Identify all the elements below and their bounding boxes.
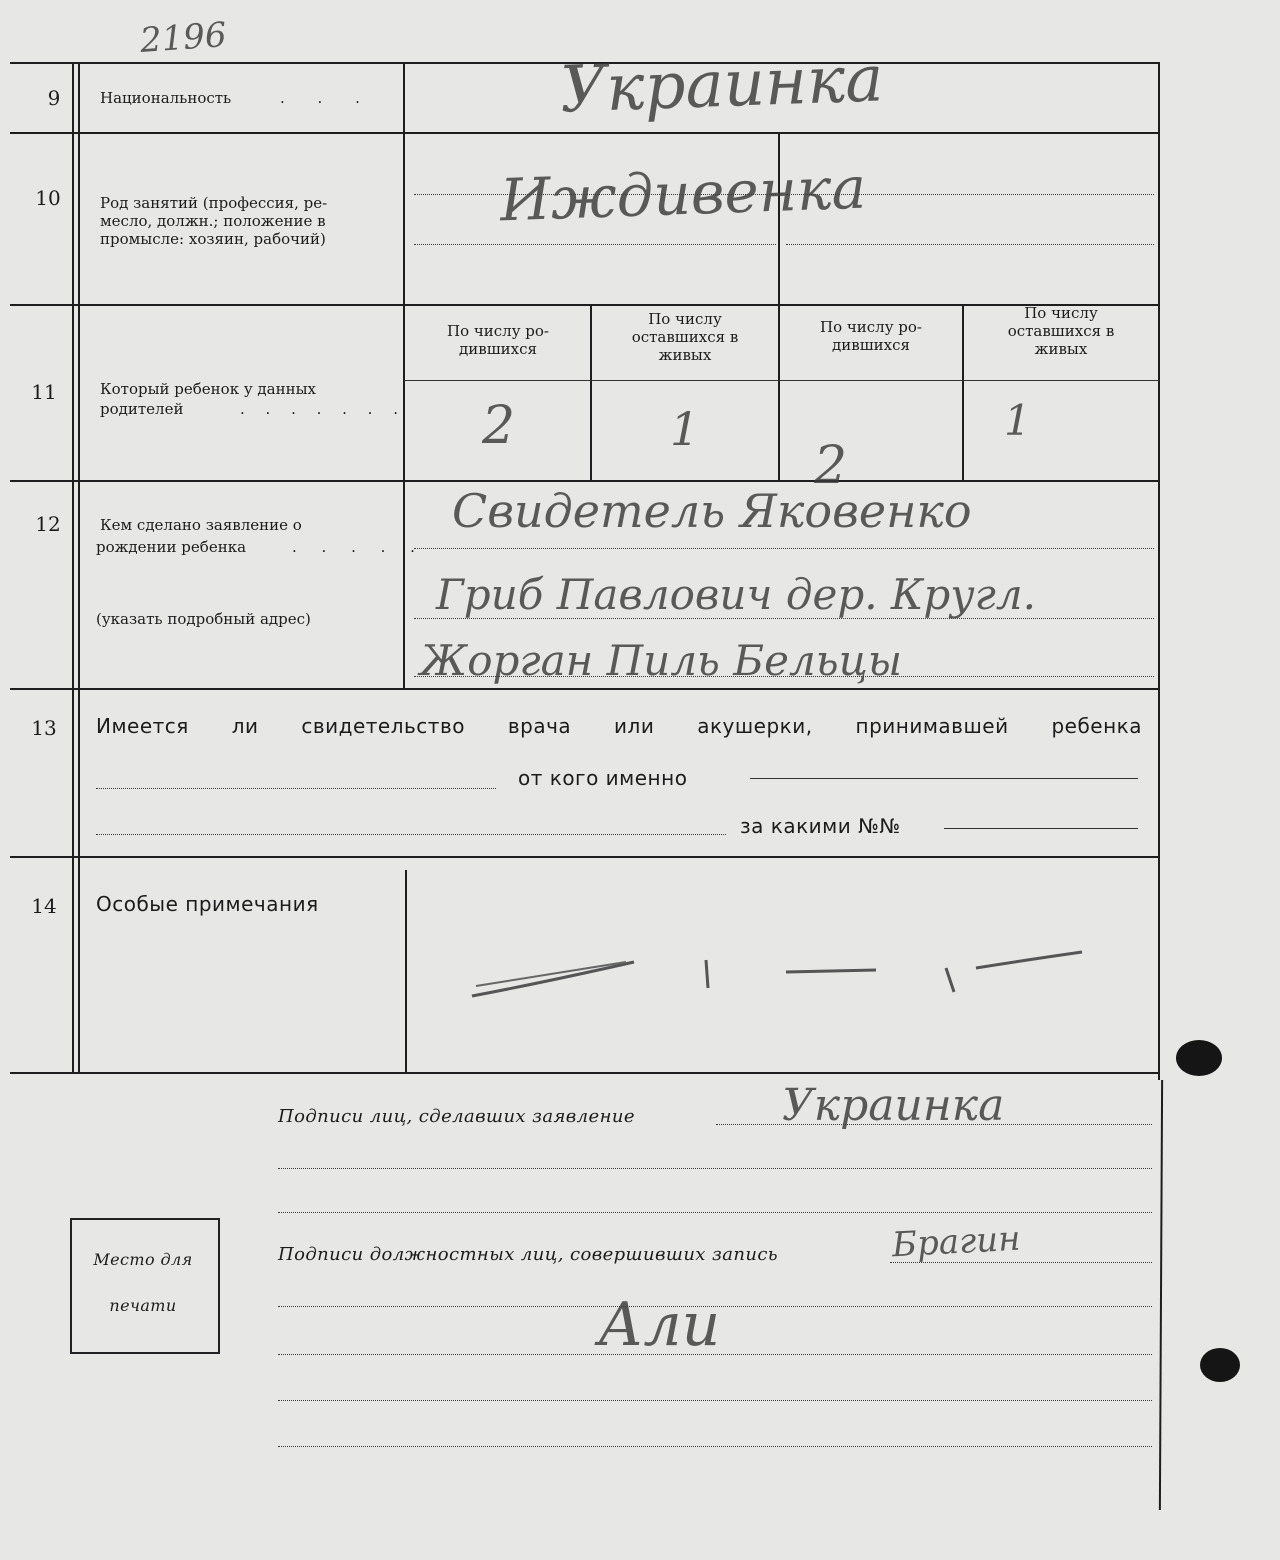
- row-11-col-header-3: [782, 318, 960, 354]
- applicants-signature-value: Украинка: [782, 1080, 1005, 1131]
- col-4-line-1: По числу: [1024, 304, 1098, 322]
- row-11-label-line-1: Который ребенок у данных: [100, 380, 316, 398]
- applicants-signature-label: Подписи лиц, сделавших заявление: [278, 1106, 635, 1127]
- row-13-numbers: за какими №№: [740, 814, 901, 838]
- row-11-leader-dots: . . . . . . .: [240, 400, 406, 418]
- row-11-bottom: [10, 480, 1160, 482]
- official-handwritten-signature: Али: [598, 1290, 721, 1360]
- row-11-col-header-1: [408, 322, 588, 358]
- stamp-label-line-2: печати: [109, 1296, 177, 1315]
- table-right-border: [1158, 62, 1160, 1080]
- row-10-label-line-2: месло, должн.; положение в: [100, 212, 326, 230]
- row-14-dash-marks: [406, 900, 1156, 1060]
- row-11-header-line: [404, 380, 1160, 381]
- officials-line-4: [278, 1400, 1152, 1401]
- stamp-label-line-1: Место для: [93, 1250, 193, 1269]
- row-13-bottom: [10, 856, 1160, 858]
- officials-signature-value: Брагин: [891, 1218, 1022, 1266]
- row-11-label-line-2: родителей: [100, 400, 184, 418]
- col-2-line-1: По числу: [648, 310, 722, 328]
- officials-line-5: [278, 1446, 1152, 1447]
- row-11-value-2: 1: [670, 402, 700, 456]
- row-11-col-header-2: [594, 310, 776, 364]
- row-12-label-line-1: Кем сделано заявление о: [100, 516, 302, 534]
- row-9-number: 9: [47, 86, 61, 110]
- row-11-col-divider-3: [962, 304, 964, 480]
- row-12-value-line-3: Жорган Пиль Бельцы: [420, 636, 903, 685]
- applicants-line-2: [278, 1168, 1152, 1169]
- row-13-line-from-whom: [750, 778, 1138, 779]
- col-4-line-2: оставшихся в: [1007, 322, 1115, 340]
- row-10-dotted-line-4: [786, 244, 1154, 245]
- row-13-question: Имеется ли свидетельство врача или акушерки, принимавшей ребенка: [96, 714, 1142, 738]
- row-14-number: 14: [31, 894, 57, 918]
- applicants-line-3: [278, 1212, 1152, 1213]
- stamp-box: [70, 1218, 220, 1354]
- row-13-dotted-line-2: [96, 834, 726, 835]
- row-12-number: 12: [35, 512, 61, 536]
- row-11-value-3: 2: [814, 436, 848, 496]
- binding-hole-1: [1176, 1040, 1222, 1076]
- row-9-leader-dots: . . .: [280, 89, 374, 107]
- row-12-value-line-2: Гриб Павлович дер. Кругл.: [436, 570, 1036, 619]
- row-13-number: 13: [31, 716, 57, 740]
- col-3-line-2: дившихся: [832, 336, 910, 354]
- col-1-line-2: дившихся: [459, 340, 537, 358]
- row-12-bottom: [10, 688, 1160, 690]
- row-11-number: 11: [31, 380, 57, 404]
- col-4-line-3: живых: [1034, 340, 1088, 358]
- row-12-dotted-line-1: [414, 548, 1154, 549]
- row-12-leader-dots: . . . . .: [292, 538, 425, 556]
- row-13-dotted-line-1: [96, 788, 496, 789]
- row-12-value-line-1: Свидетель Яковенко: [452, 484, 972, 538]
- number-column-border-2: [78, 62, 80, 1072]
- row-10-label-line-3: промысле: хозяин, рабочий): [100, 230, 326, 248]
- col-2-line-3: живых: [658, 346, 712, 364]
- col-2-line-2: оставшихся в: [631, 328, 739, 346]
- signature-right-border: [1159, 1080, 1163, 1510]
- row-9-label: Национальность: [100, 89, 232, 107]
- row-12-address-label: (указать подробный адрес): [96, 610, 311, 628]
- number-column-border-1: [72, 62, 74, 1072]
- row-10-number: 10: [35, 186, 61, 210]
- row-11-col-divider-2: [778, 304, 780, 480]
- label-value-divider: [403, 62, 405, 688]
- row-14-bottom: [10, 1072, 1160, 1074]
- archive-number: 2196: [138, 15, 228, 61]
- row-9-bottom: [10, 132, 1160, 134]
- col-1-line-1: По числу ро-: [446, 322, 550, 340]
- row-10-dotted-line-2: [414, 244, 776, 245]
- row-12-label-line-2: рождении ребенка: [96, 538, 247, 556]
- binding-hole-2: [1200, 1348, 1240, 1382]
- row-10-label-line-1: Род занятий (профессия, ре-: [100, 194, 328, 212]
- officials-signature-label: Подписи должностных лиц, совершивших запись: [278, 1244, 779, 1265]
- row-14-label: Особые примечания: [96, 892, 319, 916]
- row-10-value: Иждивенка: [498, 153, 868, 235]
- row-11-col-divider-1: [590, 304, 592, 480]
- row-9-value: Украинка: [558, 42, 885, 128]
- row-11-col-header-4: [966, 304, 1156, 358]
- row-11-value-4: 1: [1004, 396, 1031, 445]
- row-13-from-whom: от кого именно: [518, 766, 688, 790]
- row-11-value-1: 2: [482, 396, 516, 456]
- col-3-line-1: По числу ро-: [819, 318, 923, 336]
- row-13-line-numbers: [944, 828, 1138, 829]
